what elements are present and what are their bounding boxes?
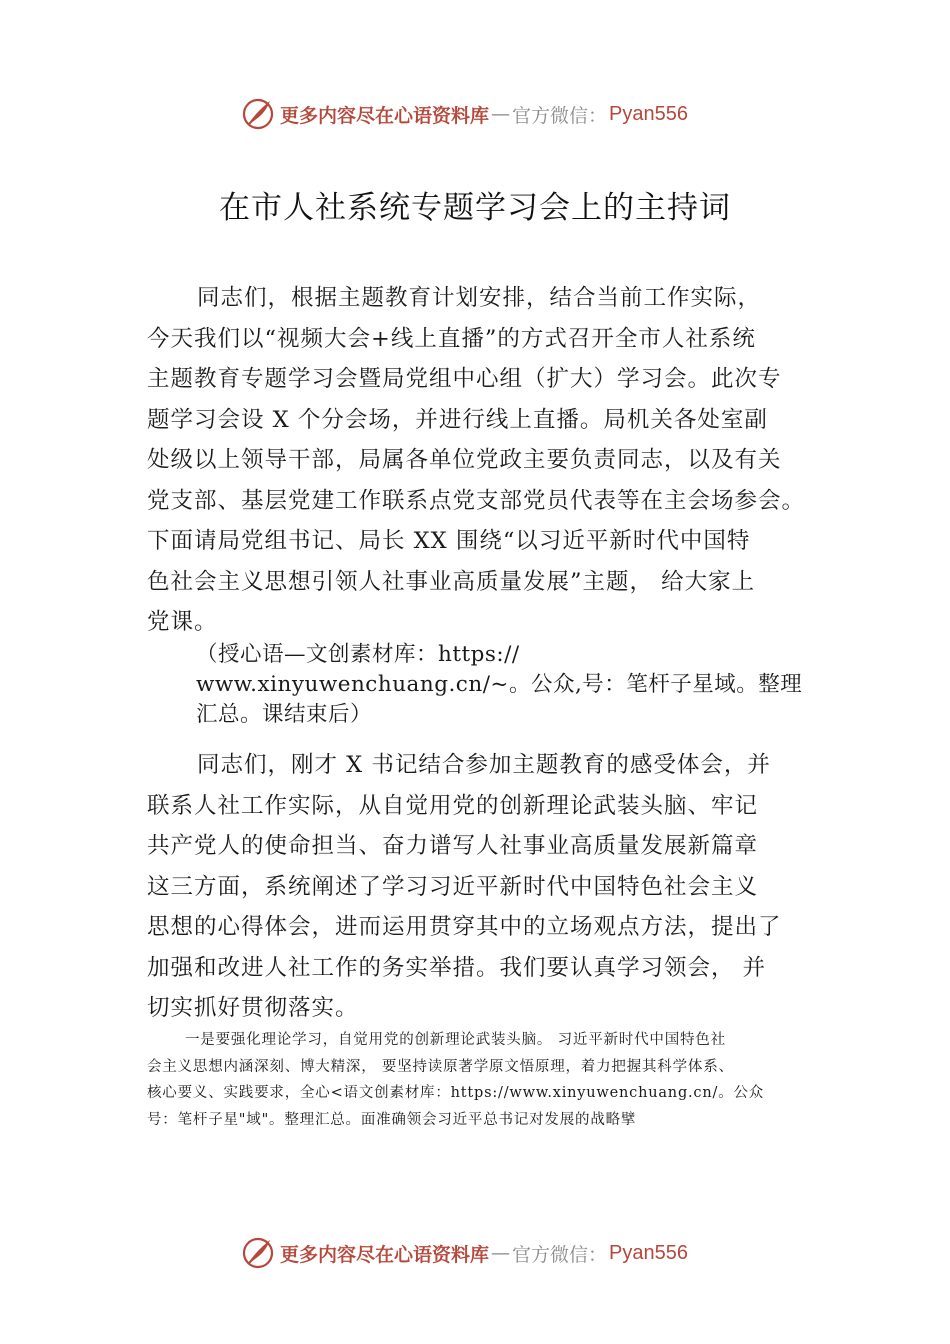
paragraph-line: 题学习会设 X 个分会场，并进行线上直播。局机关各处室副 [147, 406, 768, 433]
paragraph-line: 处级以上领导干部，局属各单位党政主要负责同志，以及有关 [147, 447, 782, 473]
wechat-id: Pyan556 [609, 1241, 688, 1264]
banner-dash: — [491, 103, 511, 125]
paragraph-line: 党支部、基层党建工作联系点党支部党员代表等在主会场参会。 [147, 487, 806, 514]
paragraph-line: 色社会主义思想引领人社事业高质量发展”主题， 给大家上 [147, 568, 756, 595]
paragraph-line: 这三方面，系统阐述了学习习近平新时代中国特色社会主义 [147, 873, 759, 900]
paragraph-line: 核心要义、实践要求，全心<语文创素材库：https://www.xinyuwenchuang.cn/。公众 [147, 1085, 765, 1101]
paragraph-line: 汇总。课结束后） [196, 702, 373, 727]
paragraph-line: 联系人社工作实际，从自觉用党的创新理论武装头脑、牢记 [147, 792, 759, 819]
wechat-label: 官方微信： [512, 1243, 608, 1266]
paragraph-line: 切实抓好贯彻落实。 [147, 995, 359, 1021]
wechat-label: 官方微信： [512, 104, 608, 127]
paragraph-line: 加强和改进人社工作的务实举措。我们要认真学习领会， 并 [147, 954, 767, 981]
paragraph-line: 主题教育专题学习会暨局党组中心组（扩大）学习会。此次专 [147, 366, 782, 392]
paragraph-line: 今天我们以“视频大会+线上直播”的方式召开全市人社系统 [147, 325, 756, 352]
brand-text: 更多内容尽在心语资料库 [280, 1243, 490, 1266]
paragraph-point-one [147, 1027, 827, 1133]
paragraph-line: （授心语—文创素材库：https:// [196, 642, 520, 667]
paragraph-line: 号：笔杆子星"域"。整理汇总。面准确领会习近平总书记对发展的战略擘 [147, 1111, 637, 1128]
paragraph-line: www.xinyuwenchuang.cn/~。公众,号：笔杆子星域。整理 [196, 672, 803, 697]
paragraph-line: 共产党人的使命担当、奋力谱写人社事业高质量发展新篇章 [147, 833, 759, 859]
quill-pen-logo-icon [240, 96, 276, 132]
paragraph-opening [147, 278, 847, 643]
paragraph-line: 下面请局党组书记、局长 XX 围绕“以习近平新时代中国特 [147, 528, 751, 554]
paragraph-line: 党课。 [147, 609, 218, 635]
paragraph-closing [147, 745, 847, 1029]
wechat-id: Pyan556 [609, 102, 688, 125]
header-banner [240, 94, 760, 134]
paragraph-line: 一是要强化理论学习，自觉用党的创新理论武装头脑。 习近平新时代中国特色社 [185, 1032, 726, 1048]
paragraph-line: 会主义思想内涵深刻、博大精深， 要坚持读原著学原文悟原理，着力把握其科学体系、 [147, 1058, 734, 1075]
document-title: 在市人社系统专题学习会上的主持词 [219, 190, 731, 226]
quill-pen-logo-icon [240, 1235, 276, 1271]
brand-text: 更多内容尽在心语资料库 [280, 104, 490, 127]
paragraph-line: 同志们，根据主题教育计划安排，结合当前工作实际， [197, 285, 762, 311]
banner-dash: — [491, 1242, 511, 1264]
paragraph-note [196, 640, 846, 730]
paragraph-line: 同志们，刚才 X 书记结合参加主题教育的感受体会，并 [197, 752, 771, 778]
footer-banner [240, 1233, 760, 1273]
paragraph-line: 思想的心得体会，进而运用贯穿其中的立场观点方法，提出了 [147, 914, 782, 940]
